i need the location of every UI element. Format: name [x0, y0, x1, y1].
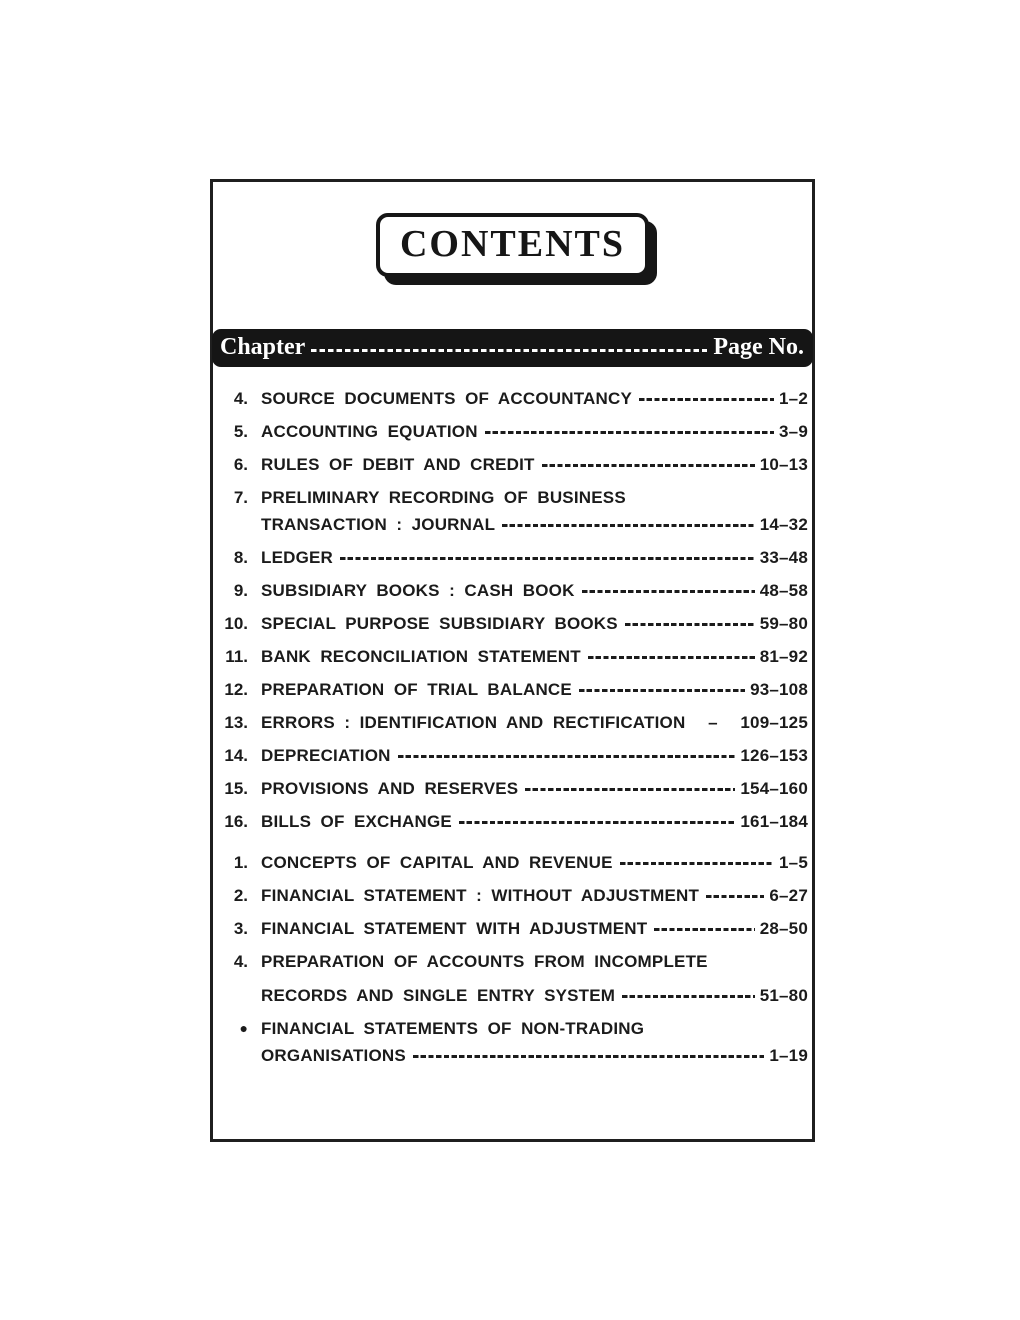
page-title: CONTENTS [399, 223, 626, 265]
row-number: 10. [224, 614, 248, 633]
toc-row [222, 1015, 808, 1069]
dash-leader [625, 623, 755, 626]
row-number: 5. [233, 422, 248, 441]
row-entry [261, 451, 808, 478]
row-title: BANK RECONCILIATION STATEMENT [261, 647, 581, 666]
row-number: 4. [233, 389, 248, 408]
toc-row [222, 385, 808, 412]
toc-row [222, 882, 808, 909]
row-number: 7. [233, 488, 248, 507]
dash-leader [502, 524, 755, 527]
row-number: 13. [224, 713, 248, 732]
page-range: 14–32 [759, 515, 808, 534]
toc-list [213, 367, 812, 1069]
page-range: 33–48 [759, 548, 808, 567]
toc-row [222, 948, 808, 1009]
toc-row [222, 742, 808, 769]
row-title: ERRORS : IDENTIFICATION AND RECTIFICATION [261, 713, 686, 732]
title-wrap [213, 213, 812, 277]
row-bullet-icon: ● [239, 1020, 248, 1036]
toc-row [222, 775, 808, 802]
row-entry [261, 385, 808, 412]
row-entry [261, 775, 808, 802]
row-number: 9. [233, 581, 248, 600]
row-number: 8. [233, 548, 248, 567]
row-title: FINANCIAL STATEMENTS OF NON-TRADING [261, 1019, 645, 1038]
chapter-label: Chapter [220, 333, 306, 360]
row-entry [261, 915, 808, 942]
dash-leader [588, 656, 755, 659]
dash-leader [620, 862, 774, 865]
dash-leader [654, 928, 754, 931]
toc-row [222, 610, 808, 637]
dash-leader [579, 689, 745, 692]
page-range: 10–13 [759, 455, 808, 474]
row-number: 1. [233, 853, 248, 872]
row-title: SUBSIDIARY BOOKS : CASH BOOK [261, 581, 575, 600]
dash-leader [525, 788, 735, 791]
dash-leader [459, 821, 735, 824]
row-title: CONCEPTS OF CAPITAL AND REVENUE [261, 853, 613, 872]
page-range: 1–5 [779, 853, 808, 872]
row-title: FINANCIAL STATEMENT WITH ADJUSTMENT [261, 919, 648, 938]
row-number: 14. [224, 746, 248, 765]
row-title: RULES OF DEBIT AND CREDIT [261, 455, 535, 474]
page-range: 3–9 [779, 422, 808, 441]
row-number: 6. [233, 455, 248, 474]
row-entry [261, 544, 808, 571]
page-range: 161–184 [740, 812, 808, 831]
dash-leader [542, 464, 755, 467]
row-title: PREPARATION OF ACCOUNTS FROM INCOMPLETE [261, 952, 708, 971]
page-range: 81–92 [759, 647, 808, 666]
page-range: 48–58 [759, 581, 808, 600]
row-entry [261, 742, 808, 769]
page-range: 109–125 [740, 713, 808, 732]
row-entry [261, 948, 808, 1009]
page-range: 6–27 [769, 886, 808, 905]
row-title: ACCOUNTING EQUATION [261, 422, 478, 441]
row-title: SOURCE DOCUMENTS OF ACCOUNTANCY [261, 389, 633, 408]
row-number: 16. [224, 812, 248, 831]
row-number: 11. [225, 647, 248, 666]
row-title: PREPARATION OF TRIAL BALANCE [261, 680, 572, 699]
dash-leader [706, 895, 764, 898]
row-title: SPECIAL PURPOSE SUBSIDIARY BOOKS [261, 614, 618, 633]
row-title: BILLS OF EXCHANGE [261, 812, 452, 831]
page-range: 1–19 [769, 1046, 808, 1065]
row-number: 3. [233, 919, 248, 938]
row-number: 4. [233, 952, 248, 971]
row-entry [261, 1015, 808, 1069]
row-title: LEDGER [261, 548, 334, 567]
toc-row [222, 577, 808, 604]
toc-row [222, 915, 808, 942]
row-entry [261, 484, 808, 538]
row-title: ORGANISATIONS [261, 1046, 406, 1065]
row-entry [261, 882, 808, 909]
row-title: FINANCIAL STATEMENT : WITHOUT ADJUSTMENT [261, 886, 700, 905]
row-entry [261, 808, 808, 835]
row-entry [261, 849, 808, 876]
dash-leader [413, 1055, 764, 1058]
page-range: 51–80 [759, 986, 808, 1005]
page-range: 1–2 [779, 389, 808, 408]
bar-dash-leader [311, 349, 707, 352]
toc-row [222, 643, 808, 670]
row-entry [261, 577, 808, 604]
dash-leader [398, 755, 736, 758]
row-entry [261, 676, 808, 703]
row-entry [261, 610, 808, 637]
dash-leader [639, 398, 774, 401]
dash-leader [622, 995, 755, 998]
toc-row [222, 676, 808, 703]
row-entry [261, 418, 808, 445]
row-title: RECORDS AND SINGLE ENTRY SYSTEM [261, 986, 616, 1005]
row-number: 2. [233, 886, 248, 905]
row-title: PROVISIONS AND RESERVES [261, 779, 519, 798]
toc-row [222, 808, 808, 835]
toc-row [222, 484, 808, 538]
page-range: 28–50 [759, 919, 808, 938]
page-frame [210, 179, 815, 1142]
page-no-label: Page No. [713, 333, 804, 360]
row-number: 12. [224, 680, 248, 699]
toc-row [222, 544, 808, 571]
dash-leader [582, 590, 755, 593]
contents-title-box [376, 213, 649, 277]
dash-leader [485, 431, 774, 434]
page-range: 59–80 [759, 614, 808, 633]
toc-row [222, 849, 808, 876]
row-title: PRELIMINARY RECORDING OF BUSINESS [261, 488, 626, 507]
toc-row [222, 709, 808, 736]
page-range: 154–160 [740, 779, 808, 798]
page-range: 126–153 [740, 746, 808, 765]
row-title: DEPRECIATION [261, 746, 391, 765]
row-number: 15. [224, 779, 248, 798]
row-entry [261, 709, 808, 736]
page-range: 93–108 [750, 680, 808, 699]
toc-row [222, 451, 808, 478]
row-title: TRANSACTION : JOURNAL [261, 515, 496, 534]
row-entry [261, 643, 808, 670]
endash-separator: – [708, 713, 718, 732]
chapter-pageno-bar [212, 329, 813, 367]
toc-row [222, 418, 808, 445]
dash-leader [340, 557, 755, 560]
